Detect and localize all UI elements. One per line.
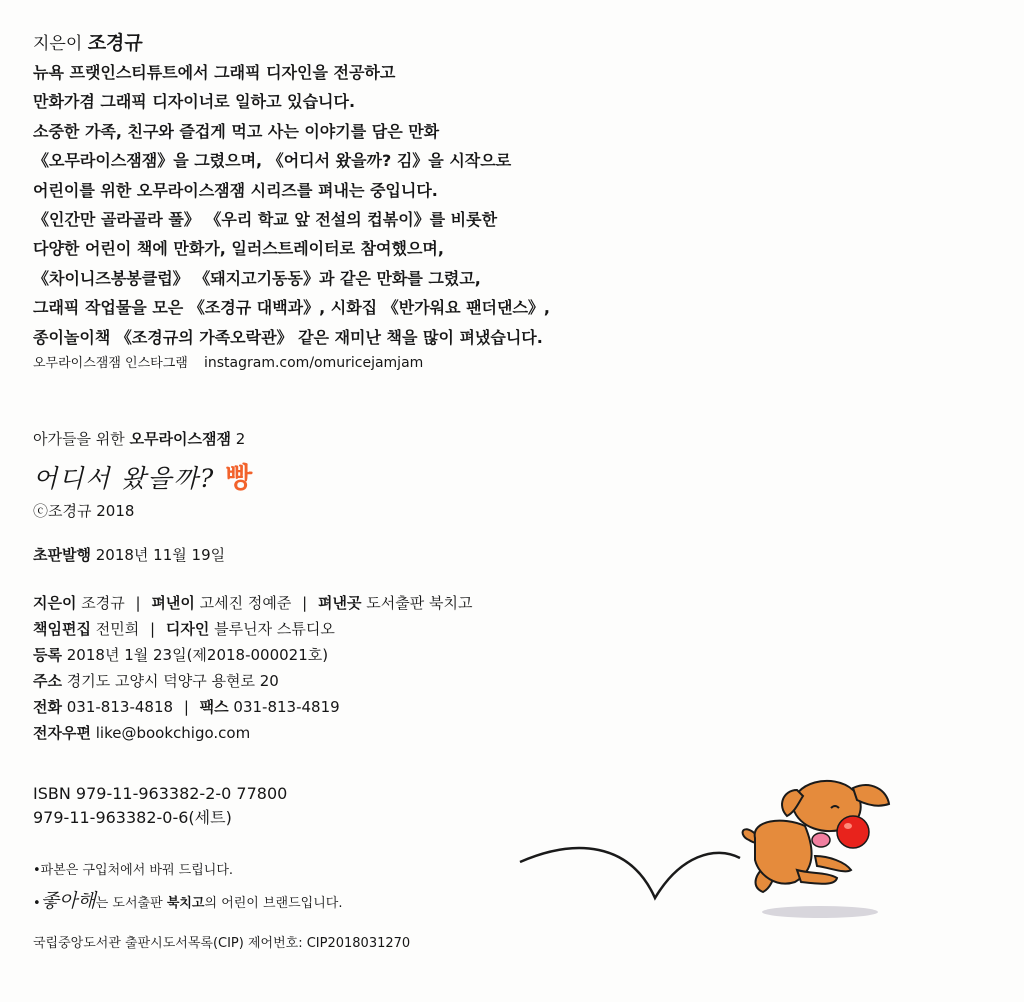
author-label: 지은이 — [33, 34, 83, 54]
isbn-set-line: 979-11-963382-0-6(세트) — [33, 808, 232, 827]
brand-name: 좋아해 — [40, 890, 96, 912]
bio-line: 《인간만 골라골라 풀》 《우리 학교 앞 전설의 컵볶이》를 비롯한 — [33, 210, 498, 230]
separator: | — [183, 698, 189, 716]
first-edition — [33, 544, 225, 565]
credit-value: 031-813-4819 — [233, 698, 340, 716]
shadow-icon — [762, 906, 878, 918]
email-link[interactable]: like@bookchigo.com — [95, 724, 251, 742]
bio-line: 《차이니즈봉봉클럽》 《돼지고기동동》과 같은 만화를 그렸고, — [33, 268, 481, 288]
credits-line-email — [33, 720, 472, 746]
nose-icon — [837, 816, 869, 848]
bullet: • — [33, 896, 41, 911]
copyright: ⓒ조경규 2018 — [33, 502, 135, 520]
credit-label: 책임편집 — [33, 620, 91, 638]
bio-line: 그래픽 작업물을 모은 《조경규 대백과》, 시화집 《반가워요 팬더댄스》, — [33, 298, 551, 318]
instagram-line — [33, 352, 423, 371]
credits-line-address — [33, 668, 472, 694]
bio-line: 《오무라이스잼잼》을 그렸으며, 《어디서 왔을까? 김》을 시작으로 — [33, 151, 512, 171]
note-text: 의 어린이 브랜드입니다. — [204, 896, 343, 911]
bullet: • — [33, 863, 41, 878]
series-line — [33, 428, 245, 449]
note-damaged — [33, 856, 342, 886]
series-prefix: 아가들을 위한 — [33, 430, 125, 448]
instagram-label: 오무라이스잼잼 인스타그램 — [33, 356, 188, 371]
bio-line: 뉴욕 프랫인스티튜트에서 그래픽 디자인을 전공하고 — [33, 63, 396, 82]
instagram-url[interactable]: instagram.com/omuricejamjam — [203, 355, 424, 371]
credit-label: 전화 — [33, 698, 62, 716]
credit-label: 펴낸이 — [151, 594, 195, 612]
credit-label: 주소 — [33, 672, 62, 690]
publisher-name: 북치고 — [166, 896, 205, 911]
credit-label: 펴낸곳 — [317, 594, 362, 612]
credit-label: 전자우편 — [33, 724, 91, 742]
first-edition-date: 2018년 11월 19일 — [95, 546, 226, 564]
separator: | — [150, 620, 156, 638]
notes — [33, 856, 342, 919]
credit-label: 디자인 — [165, 620, 210, 638]
book-title-main: 어디서 왔을까? — [33, 464, 216, 493]
tongue-icon — [812, 833, 830, 847]
credit-value: 조경규 — [81, 594, 125, 612]
series-number: 2 — [235, 430, 246, 448]
separator: | — [135, 594, 141, 612]
credits-line-editing — [33, 616, 472, 642]
credit-value: 도서출판 북치고 — [366, 594, 473, 612]
credit-label: 등록 — [33, 646, 62, 664]
book-title — [33, 456, 254, 496]
dog-illustration — [515, 760, 905, 930]
bio-line: 어린이를 위한 오무라이스잼잼 시리즈를 펴내는 중입니다. — [33, 180, 438, 200]
first-edition-label: 초판발행 — [33, 546, 91, 564]
author-bio — [33, 58, 550, 352]
series-name: 오무라이스잼잼 — [129, 430, 231, 448]
credit-label: 팩스 — [199, 698, 229, 716]
credit-value: 경기도 고양시 덕양구 용현로 20 — [66, 672, 279, 690]
isbn-line: ISBN 979-11-963382-2-0 77800 — [33, 784, 288, 803]
bio-line: 소중한 가족, 친구와 즐겁게 먹고 사는 이야기를 담은 만화 — [33, 121, 440, 141]
credit-value: 2018년 1월 23일(제2018-000021호) — [66, 646, 329, 664]
credit-value: 전민희 — [95, 620, 140, 638]
credit-value: 031-813-4818 — [66, 698, 174, 716]
isbn — [33, 782, 287, 830]
author-name: 조경규 — [87, 32, 143, 54]
note-text: 는 도서출판 — [95, 896, 163, 911]
bio-line: 다양한 어린이 책에 만화가, 일러스트레이터로 참여했으며, — [33, 239, 444, 259]
credit-value: 고세진 정예준 — [199, 594, 292, 612]
bounce-trail-icon — [520, 848, 740, 898]
note-brand — [33, 886, 342, 919]
book-title-accent: 빵 — [225, 461, 255, 494]
bio-line: 종이놀이책 《조경규의 가족오락관》 같은 재미난 책을 많이 펴냈습니다. — [33, 327, 543, 347]
cip-number: 국립중앙도서관 출판시도서목록(CIP) 제어번호: CIP2018031270 — [33, 936, 411, 951]
credit-value: 블루닌자 스튜디오 — [214, 620, 335, 638]
credits-line-registration — [33, 642, 472, 668]
credits-line-phone — [33, 694, 472, 720]
credits — [33, 590, 472, 746]
credit-label: 지은이 — [33, 594, 77, 612]
note-text: 파본은 구입처에서 바꿔 드립니다. — [40, 863, 234, 878]
bio-line: 만화가겸 그래픽 디자이너로 일하고 있습니다. — [33, 92, 356, 112]
author-heading — [33, 28, 143, 55]
separator: | — [302, 594, 308, 612]
credits-line-people — [33, 590, 472, 616]
